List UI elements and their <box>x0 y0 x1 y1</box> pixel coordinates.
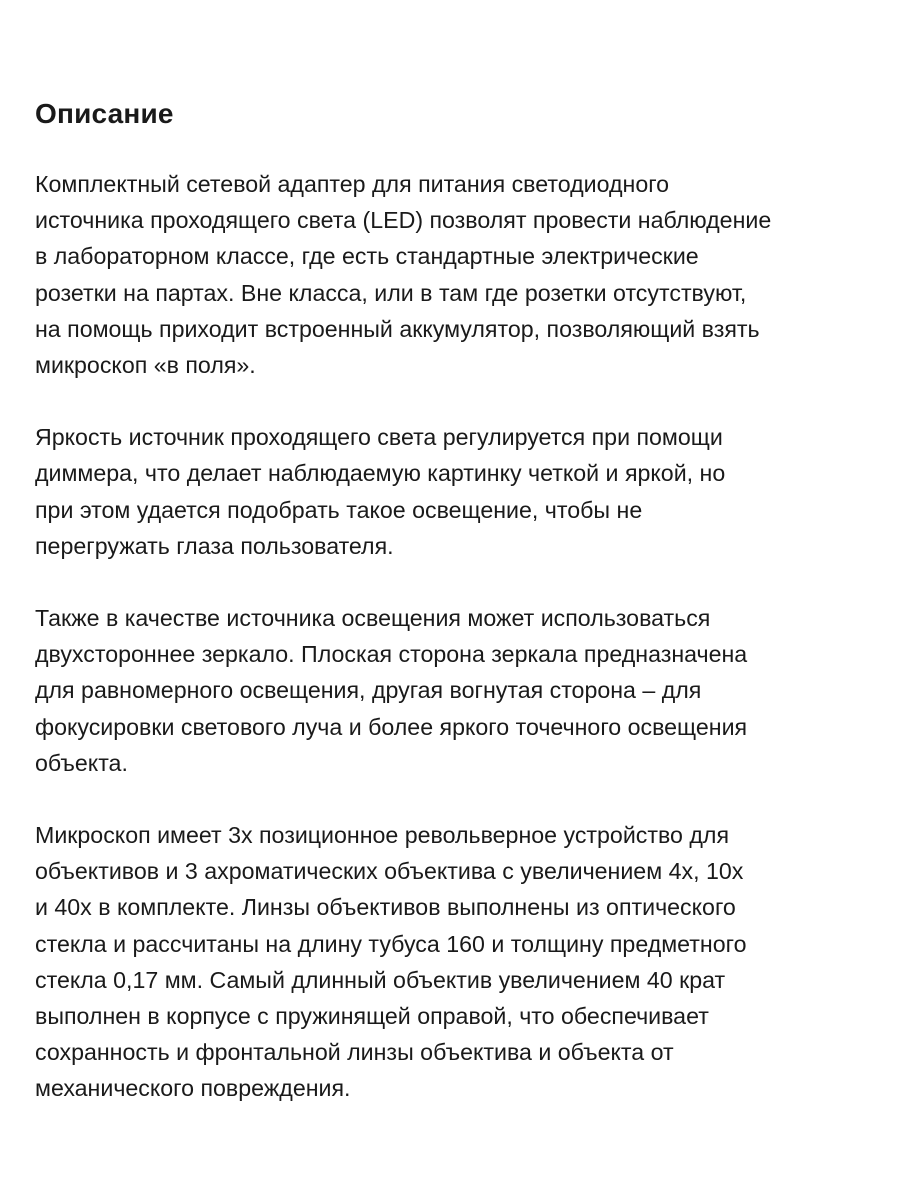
paragraph-line: в лабораторном классе, где есть стандартные электрические <box>35 243 699 270</box>
paragraph-line: стекла и рассчитаны на длину тубуса 160 и толщину предметного <box>35 930 747 957</box>
paragraph-line: фокусировки светового луча и более яркого точечного освещения <box>35 713 748 740</box>
paragraph-line: и 40х в комплекте. Линзы объективов выполнены из оптического <box>35 894 736 921</box>
document <box>35 96 897 1143</box>
paragraph-line: сохранность и фронтальной линзы объектива и объекта от <box>35 1039 674 1066</box>
paragraph-line: стекла 0,17 мм. Самый длинный объектив увеличением 40 крат <box>35 966 726 993</box>
paragraph-line: диммера, что делает наблюдаемую картинку четкой и яркой, но <box>35 460 726 487</box>
paragraph-line: на помощь приходит встроенный аккумулятор, позволяющий взять <box>35 315 760 342</box>
paragraph-line: двухстороннее зеркало. Плоская сторона зеркала предназначена <box>35 641 748 668</box>
document-title: Описание <box>35 98 174 129</box>
paragraph-line: Яркость источник проходящего света регулируется при помощи <box>35 424 723 451</box>
paragraph-line: розетки на партах. Вне класса, или в там где розетки отсутствуют, <box>35 279 747 306</box>
paragraph-power-adapter <box>35 166 897 383</box>
paragraph-line: источника проходящего света (LED) позволят провести наблюдение <box>35 207 772 234</box>
paragraph-line: при этом удается подобрать такое освещение, чтобы не <box>35 496 643 523</box>
paragraph-line: перегружать глаза пользователя. <box>35 532 394 559</box>
paragraph-line: объективов и 3 ахроматических объектива с увеличением 4х, 10х <box>35 858 744 885</box>
paragraph-objectives <box>35 817 897 1107</box>
paragraph-line: механического повреждения. <box>35 1075 351 1102</box>
paragraph-line: Микроскоп имеет 3х позиционное револьверное устройство для <box>35 822 730 849</box>
paragraph-brightness <box>35 419 897 564</box>
paragraph-line: для равномерного освещения, другая вогнутая сторона – для <box>35 677 702 704</box>
paragraph-line: Также в качестве источника освещения может использоваться <box>35 605 711 632</box>
paragraph-mirror <box>35 600 897 781</box>
paragraph-line: Комплектный сетевой адаптер для питания светодиодного <box>35 171 670 197</box>
paragraph-line: выполнен в корпусе с пружинящей оправой, что обеспечивает <box>35 1003 709 1030</box>
paragraph-line: объекта. <box>35 749 128 776</box>
paragraph-line: микроскоп «в поля». <box>35 352 256 379</box>
